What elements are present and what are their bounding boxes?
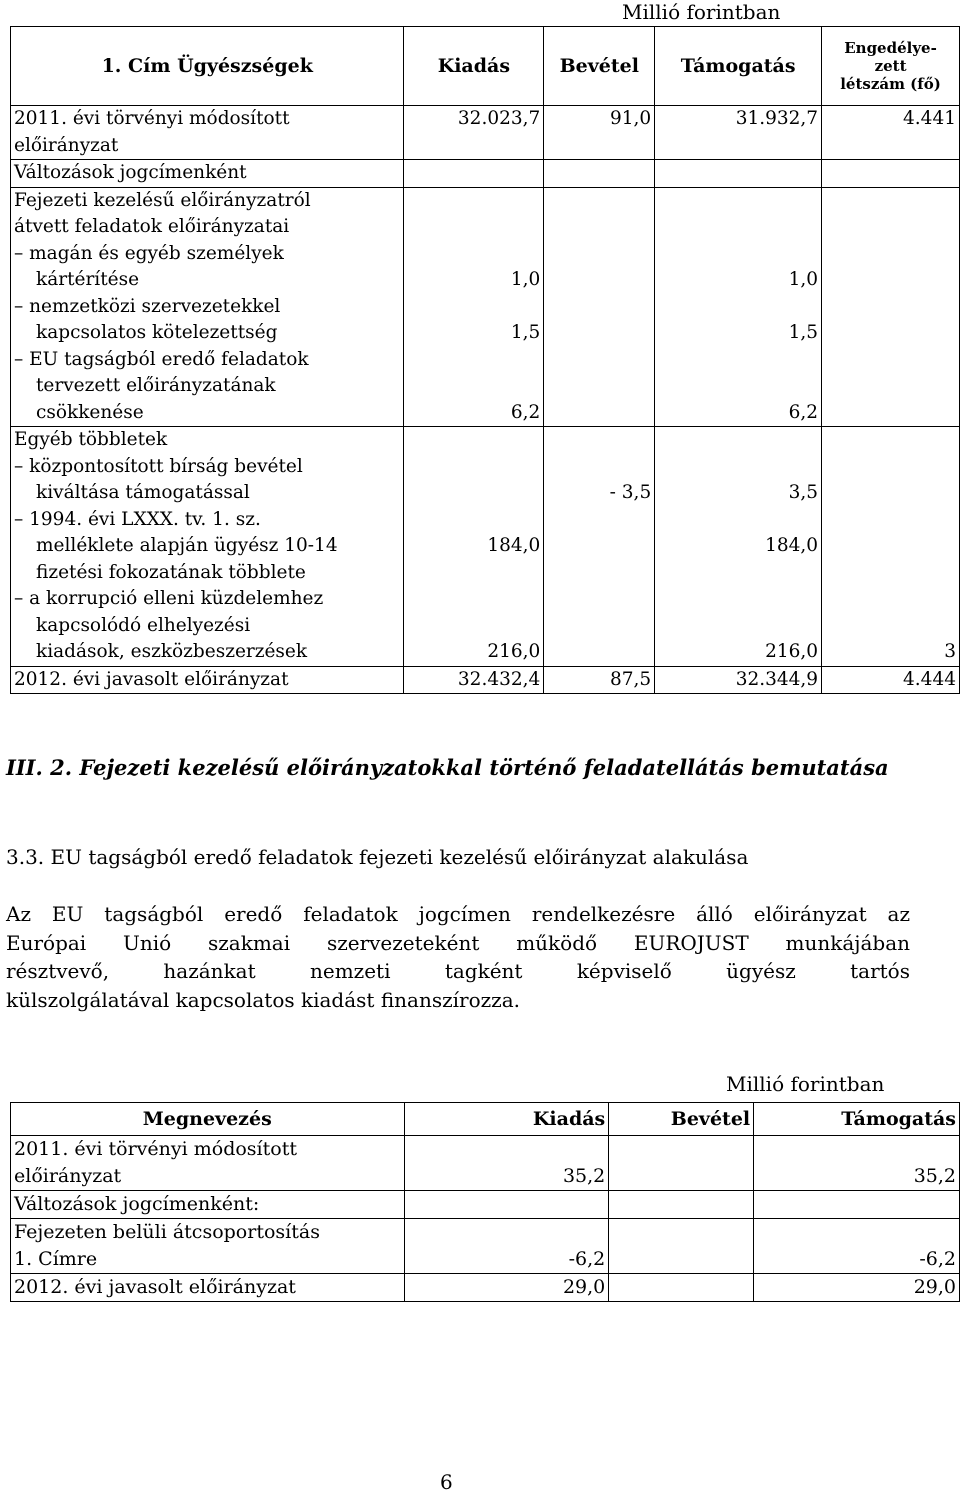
cell-value: [658, 427, 818, 454]
paragraph-line: külszolgálatával kapcsolatos kiadást finanszírozza.: [6, 987, 520, 1012]
table-header-row: [11, 1103, 960, 1136]
row-label-line: 2011. évi törvényi módosított: [14, 108, 290, 129]
table-body: [11, 106, 960, 694]
cell-value: 216,0: [487, 641, 541, 662]
cell-letszam: [822, 106, 960, 160]
cell-value: [408, 1136, 606, 1163]
cell-value: [757, 1136, 956, 1163]
row-label-line: előirányzat: [14, 1165, 122, 1187]
cell-bevetel: [609, 1136, 754, 1191]
table-row: [11, 1191, 960, 1219]
cell-value: 4.444: [903, 668, 956, 690]
cell-value: [658, 347, 818, 374]
table-row: [11, 1219, 960, 1274]
cell-value: [407, 214, 540, 241]
cell-bevetel: [544, 187, 655, 427]
cell-value: [612, 1274, 750, 1301]
unit-label-bottom: Millió forintban: [726, 1072, 885, 1096]
cell-value: [547, 214, 651, 241]
cell-value: [547, 586, 651, 613]
header-bevetel: Bevétel: [609, 1103, 754, 1136]
row-label-line: kártérítése: [36, 269, 140, 290]
cell-letszam: [822, 187, 960, 427]
row-label-line: kiadások, eszközbeszerzések: [36, 641, 308, 662]
cell-value: [547, 241, 651, 268]
cell-tamogatas: [655, 427, 822, 667]
cell-letszam: [822, 160, 960, 188]
header-letszam: Engedélye- zett létszám (fő): [822, 27, 960, 106]
table-row: [11, 160, 960, 188]
cell-value: 29,0: [562, 1276, 606, 1298]
row-label-line: kiváltása támogatással: [36, 482, 250, 503]
cell-value: [825, 294, 956, 321]
cell-value: 29,0: [913, 1276, 956, 1298]
row-label: [11, 1136, 405, 1191]
table-row: [11, 666, 960, 694]
row-label-line: Fejezeten belüli átcsoportosítás: [14, 1221, 320, 1243]
header-tamogatas: Támogatás: [655, 27, 822, 106]
cell-tamogatas: [655, 666, 822, 694]
row-label-line: – 1994. évi LXXX. tv. 1. sz.: [14, 508, 261, 530]
row-label: [11, 666, 404, 694]
cell-value: [407, 454, 540, 481]
cell-bevetel: [609, 1191, 754, 1219]
cell-value: 1,0: [510, 269, 541, 290]
header-name: 1. Cím Ügyészségek: [11, 27, 404, 106]
cell-value: [407, 347, 540, 374]
paragraph-line: Az EU tagságból eredő feladatok jogcímen rendelkezésre álló előirányzat az: [6, 902, 910, 926]
cell-value: [612, 1163, 750, 1190]
row-label-line: – EU tagságból eredő feladatok: [14, 348, 309, 370]
row-label: [11, 160, 404, 188]
cell-value: [407, 241, 540, 268]
cell-value: 87,5: [610, 668, 652, 690]
table-row: [11, 106, 960, 160]
cell-value: [547, 560, 651, 587]
cell-value: [547, 507, 651, 534]
cell-value: [407, 294, 540, 321]
cell-value: [825, 533, 956, 560]
cell-value: 216,0: [765, 641, 819, 662]
subsection-title: 3.3. EU tagságból eredő feladatok fejezeti kezelésű előirányzat alakulása: [6, 845, 749, 869]
cell-letszam: [822, 666, 960, 694]
cell-value: [658, 373, 818, 400]
cell-value: [825, 480, 956, 507]
cell-value: [547, 454, 651, 481]
row-label-line: 2011. évi törvényi módosított: [14, 1138, 297, 1160]
header-name: Megnevezés: [11, 1103, 405, 1136]
row-label: [11, 427, 404, 667]
row-label: [11, 187, 404, 427]
row-label: [11, 1191, 405, 1219]
row-label-line: Fejezeti kezelésű előirányzatról: [14, 189, 311, 211]
header-bevetel: Bevétel: [544, 27, 655, 106]
cell-value: [658, 454, 818, 481]
row-label: [11, 1219, 405, 1274]
cell-value: 4.441: [903, 108, 956, 129]
cell-kiadas: [404, 1136, 609, 1191]
cell-value: [825, 560, 956, 587]
row-label: [11, 1274, 405, 1302]
cell-bevetel: [544, 106, 655, 160]
paragraph-line: Európai Unió szakmai szervezeteként működő EUROJUST munkájában: [6, 930, 910, 955]
cell-value: [547, 400, 651, 427]
cell-tamogatas: [754, 1191, 960, 1219]
cell-value: [407, 373, 540, 400]
header-kiadas: Kiadás: [404, 27, 544, 106]
row-label-line: Változások jogcímenként:: [14, 1193, 260, 1215]
cell-value: 3: [944, 641, 956, 662]
row-label-line: előirányzat: [14, 134, 119, 156]
cell-bevetel: [544, 160, 655, 188]
cell-value: [612, 1136, 750, 1163]
cell-value: [547, 533, 651, 560]
cell-value: [407, 613, 540, 640]
cell-value: [757, 1219, 956, 1246]
cell-tamogatas: [754, 1219, 960, 1274]
cell-value: [407, 560, 540, 587]
cell-value: [408, 1219, 606, 1246]
cell-value: [825, 188, 956, 215]
paragraph-line: résztvevő, hazánkat nemzeti tagként képviselő ügyész tartós: [6, 959, 910, 983]
cell-tamogatas: [655, 106, 822, 160]
cell-value: -6,2: [568, 1248, 606, 1270]
cell-value: [547, 188, 651, 215]
cell-tamogatas: [655, 160, 822, 188]
table-row: [11, 187, 960, 427]
header-kiadas: Kiadás: [404, 1103, 609, 1136]
cell-value: [547, 294, 651, 321]
body-paragraph: [6, 900, 910, 1014]
cell-value: [825, 427, 956, 454]
cell-value: [825, 586, 956, 613]
cell-tamogatas: [754, 1136, 960, 1191]
cell-kiadas: [404, 666, 544, 694]
row-label-line: átvett feladatok előirányzatai: [14, 216, 290, 237]
cell-value: 31.932,7: [735, 108, 819, 129]
cell-value: [547, 320, 651, 347]
cell-value: [825, 267, 956, 294]
cell-value: 32.432,4: [457, 668, 541, 690]
row-label-line: 2012. évi javasolt előirányzat: [14, 1276, 296, 1298]
cell-kiadas: [404, 1274, 609, 1302]
cell-value: 35,2: [913, 1165, 956, 1187]
budget-table-eu: [10, 1102, 960, 1302]
cell-value: 6,2: [788, 401, 819, 423]
cell-value: [407, 586, 540, 613]
cell-value: [825, 320, 956, 347]
cell-value: [407, 188, 540, 215]
cell-value: [612, 1246, 750, 1273]
cell-value: 32.023,7: [457, 108, 541, 129]
row-label-line: – központosított bírság bevétel: [14, 455, 303, 477]
cell-bevetel: [544, 427, 655, 667]
row-label-line: melléklete alapján ügyész 10-14: [36, 535, 338, 556]
cell-value: [612, 1191, 750, 1218]
cell-value: [547, 613, 651, 640]
cell-value: [547, 347, 651, 374]
row-label-line: tervezett előirányzatának: [36, 375, 276, 396]
cell-value: [407, 480, 540, 507]
cell-value: [658, 507, 818, 534]
cell-value: [658, 241, 818, 268]
row-label-line: kapcsolódó elhelyezési: [36, 614, 251, 636]
cell-value: - 3,5: [609, 482, 652, 503]
cell-value: 1,0: [788, 269, 819, 290]
cell-kiadas: [404, 1191, 609, 1219]
cell-bevetel: [544, 666, 655, 694]
cell-value: 35,2: [562, 1165, 606, 1187]
cell-value: [612, 1219, 750, 1246]
cell-value: 3,5: [788, 482, 819, 503]
cell-value: 91,0: [610, 108, 652, 129]
cell-value: [658, 560, 818, 587]
cell-value: [547, 639, 651, 666]
cell-value: [825, 400, 956, 427]
cell-bevetel: [609, 1274, 754, 1302]
cell-value: -6,2: [919, 1248, 956, 1270]
cell-value: 6,2: [510, 401, 541, 423]
cell-value: [407, 507, 540, 534]
cell-value: 32.344,9: [735, 668, 819, 690]
table-row: [11, 427, 960, 667]
table-row: [11, 1274, 960, 1302]
unit-label-top: Millió forintban: [622, 0, 781, 24]
budget-table-cim1: [10, 26, 960, 694]
row-label: [11, 106, 404, 160]
cell-value: [825, 347, 956, 374]
row-label-line: csökkenése: [36, 401, 144, 423]
cell-kiadas: [404, 106, 544, 160]
cell-value: [825, 373, 956, 400]
cell-value: [825, 454, 956, 481]
cell-value: [825, 613, 956, 640]
cell-value: [825, 214, 956, 241]
cell-kiadas: [404, 187, 544, 427]
row-label-line: Egyéb többletek: [14, 429, 168, 450]
cell-value: [547, 267, 651, 294]
table-row: [11, 1136, 960, 1191]
cell-value: [658, 214, 818, 241]
cell-value: [407, 427, 540, 454]
cell-value: 184,0: [765, 535, 819, 556]
cell-value: [547, 427, 651, 454]
row-label-line: fizetési fokozatának többlete: [36, 561, 306, 583]
cell-value: 1,5: [788, 322, 819, 343]
cell-kiadas: [404, 160, 544, 188]
cell-value: [658, 613, 818, 640]
row-label-line: Változások jogcímenként: [14, 162, 247, 183]
cell-value: [757, 1191, 956, 1218]
section-heading: III. 2. Fejezeti kezelésű előirányzatokkal történő feladatellátás bemutatása: [6, 755, 889, 780]
cell-value: 184,0: [487, 535, 541, 556]
table-header-row: [11, 27, 960, 106]
cell-value: [825, 507, 956, 534]
cell-value: [408, 1191, 606, 1218]
page-number: 6: [440, 1470, 453, 1494]
cell-value: [658, 294, 818, 321]
cell-value: [547, 373, 651, 400]
cell-letszam: [822, 427, 960, 667]
row-label-line: – magán és egyéb személyek: [14, 242, 284, 264]
cell-tamogatas: [655, 187, 822, 427]
cell-value: [658, 188, 818, 215]
cell-value: [825, 241, 956, 268]
header-tamogatas: Támogatás: [754, 1103, 960, 1136]
cell-tamogatas: [754, 1274, 960, 1302]
table-body: [11, 1136, 960, 1302]
row-label-line: 2012. évi javasolt előirányzat: [14, 668, 289, 690]
row-label-line: – a korrupció elleni küzdelemhez: [14, 588, 324, 609]
cell-value: 1,5: [510, 322, 541, 343]
cell-bevetel: [609, 1219, 754, 1274]
cell-kiadas: [404, 1219, 609, 1274]
row-label-line: kapcsolatos kötelezettség: [36, 322, 278, 343]
cell-kiadas: [404, 427, 544, 667]
row-label-line: 1. Címre: [14, 1248, 98, 1270]
cell-value: [658, 586, 818, 613]
row-label-line: – nemzetközi szervezetekkel: [14, 295, 281, 317]
